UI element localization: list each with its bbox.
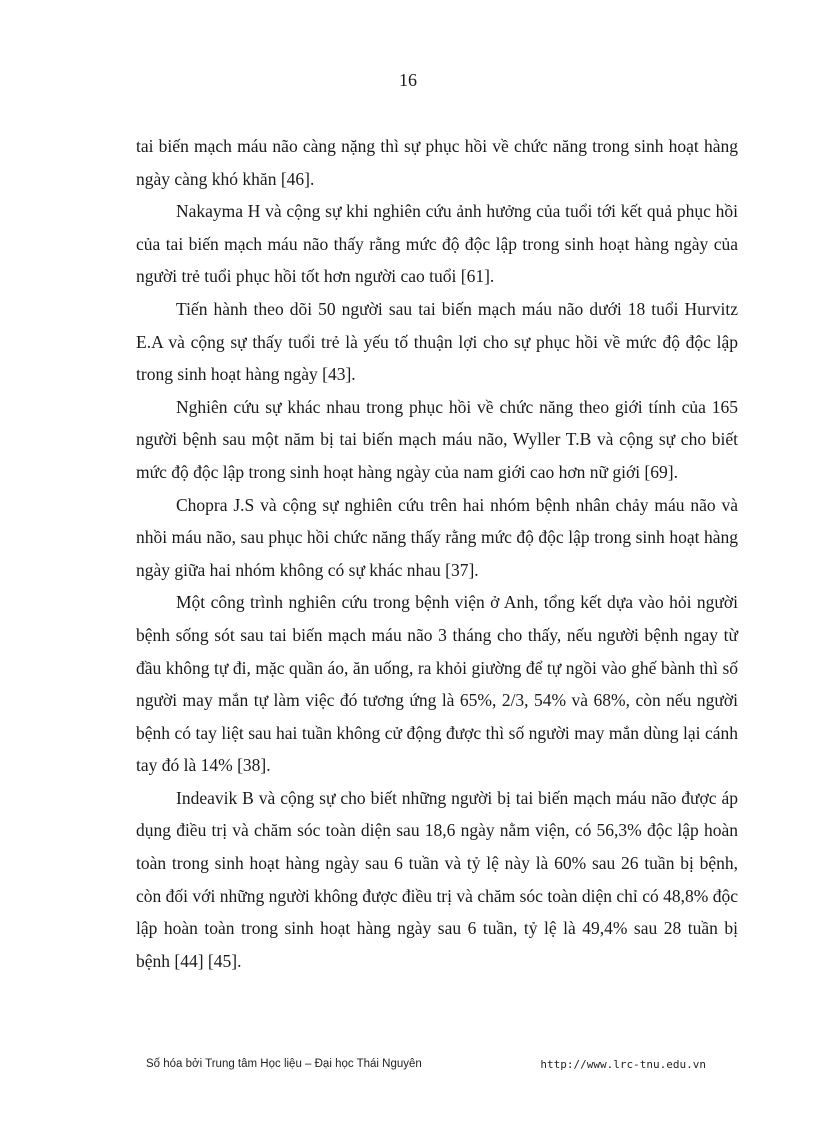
paragraph: tai biến mạch máu não càng nặng thì sự phục hồi về chức năng trong sinh hoạt hàng ngày càng khó khăn [46]. — [136, 136, 738, 189]
page-number: 16 — [399, 70, 417, 90]
page-footer — [146, 1058, 706, 1071]
paragraph: Nghiên cứu sự khác nhau trong phục hồi về chức năng theo giới tính của 165 người bệnh sau một năm bị tai biến mạch máu não, Wyller T.B và cộng sự cho biết mức độ độc lập trong sinh hoạt hàng ngày của nam giới cao hơn nữ giới [69]. — [136, 396, 738, 482]
paragraph: Tiến hành theo dõi 50 người sau tai biến mạch máu não dưới 18 tuổi Hurvitz E.A và cộng sự thấy tuổi trẻ là yếu tố thuận lợi cho sự phục hồi về mức độ độc lập trong sinh hoạt hàng ngày [43]. — [136, 298, 738, 385]
paragraph: Một công trình nghiên cứu trong bệnh viện ở Anh, tổng kết dựa vào hỏi người bệnh sống sót sau tai biến mạch máu não 3 tháng cho thấy, nếu người bệnh ngay từ đầu không tự đi, mặc quần áo, ăn uống, ra khỏi giường để tự ngồi vào ghế bành thì số người may mắn tự làm việc đó tương ứng là 65%, 2/3, 54% và 68%, còn nếu người bệnh có tay liệt sau hai tuần không cử động được thì số người may mắn dùng lại cánh tay đó là 14% [38]. — [136, 592, 738, 776]
body-text — [136, 130, 738, 977]
paragraph: Chopra J.S và cộng sự nghiên cứu trên hai nhóm bệnh nhân chảy máu não và nhồi máu não, sau phục hồi chức năng thấy rằng mức độ độc lập trong sinh hoạt hàng ngày giữa hai nhóm không có sự khác nhau [37]. — [136, 494, 738, 580]
paragraph: Nakayma H và cộng sự khi nghiên cứu ảnh hưởng của tuổi tới kết quả phục hồi của tai biến mạch máu não thấy rằng mức độ độc lập trong sinh hoạt hàng ngày của người trẻ tuổi phục hồi tốt hơn người cao tuổi [61]. — [136, 201, 738, 287]
footer-source: Số hóa bởi Trung tâm Học liệu – Đại học Thái Nguyên — [146, 1058, 422, 1070]
footer-url: http://www.lrc-tnu.edu.vn — [540, 1058, 706, 1071]
paragraph: Indeavik B và cộng sự cho biết những người bị tai biến mạch máu não được áp dụng điều trị và chăm sóc toàn diện sau 18,6 ngày nằm viện, có 56,3% độc lập hoàn toàn trong sinh hoạt hàng ngày sau 6 tuần và tỷ lệ này là 60% sau 26 tuần bị bệnh, còn đối với những người không được điều trị và chăm sóc toàn diện chỉ có 48,8% độc lập hoàn toàn trong sinh hoạt hàng ngày sau 6 tuần, tỷ lệ là 49,4% sau 28 tuần bị bệnh [44] [45]. — [136, 787, 738, 971]
